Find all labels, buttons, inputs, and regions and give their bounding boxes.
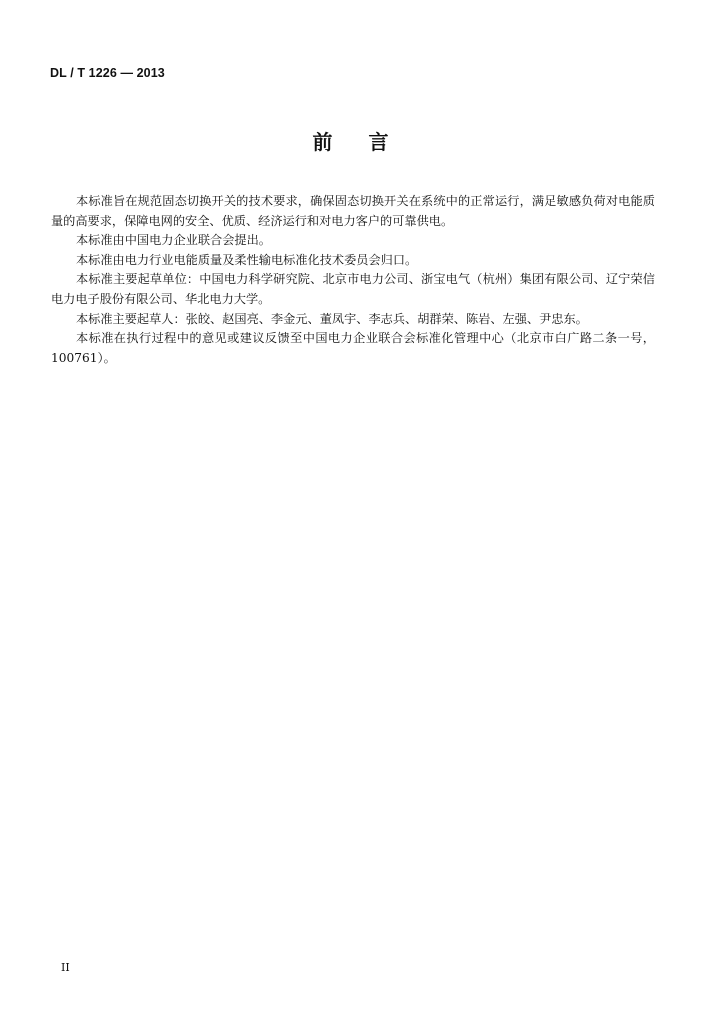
paragraph-drafting-units: 本标准主要起草单位：中国电力科学研究院、北京市电力公司、浙宝电气（杭州）集团有限公司、辽宁荣信电力电子股份有限公司、华北电力大学。 <box>51 272 655 306</box>
page-number: II <box>61 961 70 974</box>
paragraph-proposer: 本标准由中国电力企业联合会提出。 <box>76 233 271 248</box>
page-title <box>0 128 701 156</box>
paragraph-feedback: 本标准在执行过程中的意见或建议反馈至中国电力企业联合会标准化管理中心（北京市白广路二条一号，100761）。 <box>51 331 655 365</box>
paragraph-drafters: 本标准主要起草人：张皎、赵国亮、李金元、董凤宇、李志兵、胡群荣、陈岩、左强、尹忠东。 <box>76 311 588 326</box>
title-char-1: 前 <box>312 130 333 154</box>
title-char-2: 言 <box>368 130 389 154</box>
paragraph-purpose: 本标准旨在规范固态切换开关的技术要求，确保固态切换开关在系统中的正常运行，满足敏感负荷对电能质量的高要求，保障电网的安全、优质、经济运行和对电力客户的可靠供电。 <box>51 194 655 228</box>
standard-code: DL / T 1226 — 2013 <box>50 66 165 80</box>
foreword-body <box>51 192 655 368</box>
paragraph-administrator: 本标准由电力行业电能质量及柔性输电标准化技术委员会归口。 <box>76 252 418 267</box>
